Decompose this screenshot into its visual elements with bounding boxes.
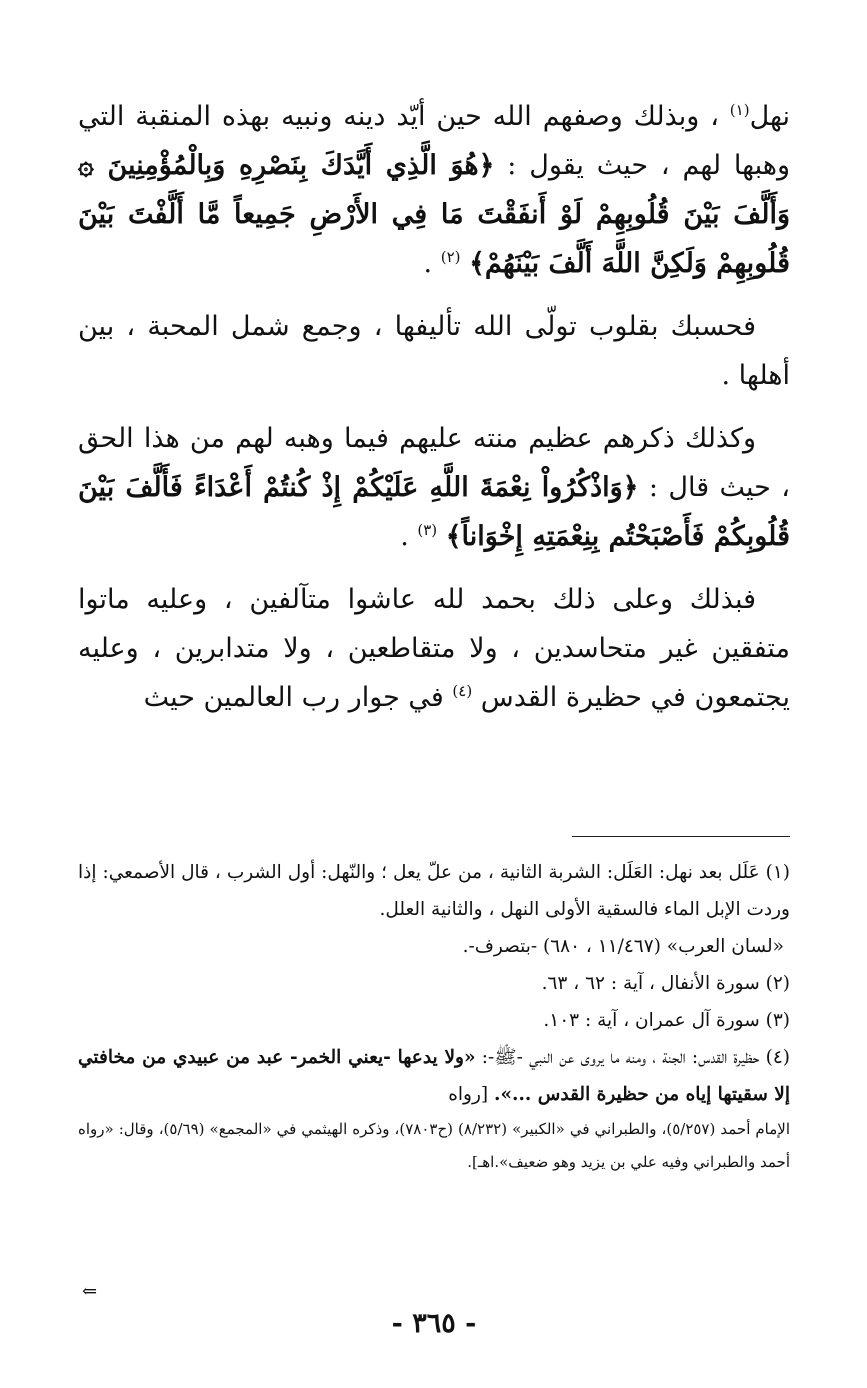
p4-text-2: في جوار رب العالمين حيث (143, 682, 453, 713)
p3-end: . (400, 521, 418, 552)
footnote-1-source: «لسان العرب» (١١/٤٦٧ ، ٦٨٠) -بتصرف-. (462, 936, 784, 957)
continuation-arrow-icon: ⇐ (82, 1281, 98, 1302)
paragraph-4 (78, 575, 790, 722)
page-number: - ٣٦٥ - (391, 1308, 477, 1339)
footnote-ref-3: (٣) (417, 521, 438, 539)
footnote-divider (572, 836, 790, 837)
footnote-ref-1: (١) (729, 101, 750, 119)
p4-text: فبذلك وعلى ذلك بحمد لله عاشوا متآلفين ، وعليه ماتوا متفقين غير متحاسدين ، ولا متقاطعين ، ولا متدابرين ، وعليه يجتمعون في حظيرة القدس (78, 584, 790, 713)
footnote-ref-2: (٢) (440, 248, 461, 266)
p3-text: وكذلك ذكرهم عظيم منته عليهم فيما وهبه لهم من هذا الحق ، حيث قال : (78, 423, 790, 503)
footnote-ref-4: (٤) (452, 682, 473, 700)
footnote-4-text: (٤) حظيرة القدس: الجنة ، ومنه ما يروى عن النبي -ﷺ-: (475, 1047, 790, 1068)
quran-verse-1: ﴿هُوَ الَّذِي أَيَّدَكَ بِنَصْرِهِ وَبِالْمُؤْمِنِينَ ۞ وَأَلَّفَ بَيْنَ قُلُوبِهِمْ لَوْ أَنفَقْتَ مَا فِي الأَرْضِ جَمِيعاً مَّا أَلَّفْتَ بَيْنَ قُلُوبِهِمْ وَلَكِنَّ اللَّهَ أَلَّفَ بَيْنَهُمْ﴾ (78, 150, 790, 279)
p1-end: . (423, 248, 441, 279)
paragraph-2: فحسبك بقلوب تولّى الله تأليفها ، وجمع شمل المحبة ، بين أهلها . (78, 311, 790, 391)
p1-text: نهل (749, 101, 790, 132)
footnote-3: (٣) سورة آل عمران ، آية : ١٠٣. (543, 1010, 790, 1031)
p1-text-2: ، وبذلك وصفهم الله حين أيّد دينه ونبيه بهذه المنقبة التي وهبها لهم ، حيث يقول : (78, 101, 790, 181)
quran-verse-2: ﴿وَاذْكُرُواْ نِعْمَةَ اللَّهِ عَلَيْكُمْ إِذْ كُنتُمْ أَعْدَاءً فَأَلَّفَ بَيْنَ قُلُوبِكُمْ فَأَصْبَحْتُم بِنِعْمَتِهِ إِخْوَاناً﴾ (78, 472, 790, 552)
footnote-4-reference: الإمام أحمد (٥/٢٥٧)، والطبراني في «الكبير» (٨/٢٣٢) (ح٧٨٠٣)، وذكره الهيثمي في «المجمع» (٥/٦٩)، وقال: «رواه أحمد والطبراني وفيه علي بن يزيد وهو ضعيف».اهـ]. (78, 1120, 791, 1171)
footnote-1: (١) عَلَل بعد نهل: العَلَل: الشربة الثانية ، من علّ يعل ؛ والنّهل: أول الشرب ، قال الأصمعي: إذا وردت الإبل الماء فالسقية الأولى النهل ، والثانية العلل. (78, 862, 790, 920)
footnote-4-hadith: «ولا يدعها -يعني الخمر- عبد من عبيدي من مخافتي إلا سقيتها إياه من حظيرة القدس ...». (78, 1047, 790, 1105)
footnote-4-text-2: [رواه (448, 1084, 495, 1105)
main-text (78, 92, 790, 722)
footnote-2: (٢) سورة الأنفال ، آية : ٦٢ ، ٦٣. (541, 973, 790, 994)
page (78, 92, 790, 1352)
paragraph-3 (78, 414, 790, 561)
footnote-4 (78, 1039, 790, 1113)
paragraph-1 (78, 92, 790, 288)
footnotes (78, 854, 790, 1179)
